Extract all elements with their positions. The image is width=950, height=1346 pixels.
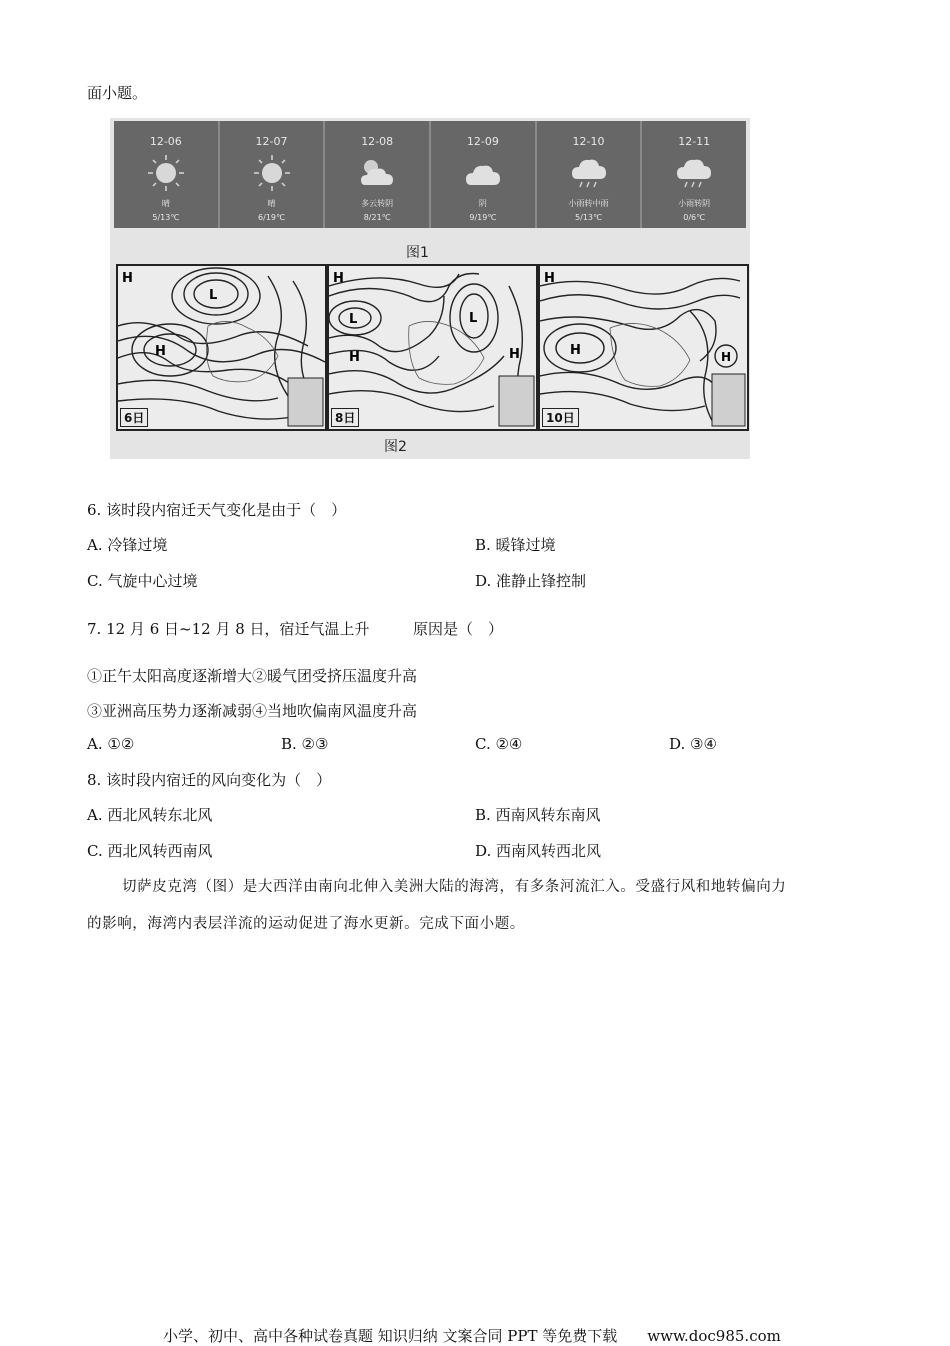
forecast-temp: 9/19℃: [469, 213, 497, 222]
forecast-condition: 阴: [478, 199, 487, 208]
pressure-map: [116, 264, 327, 431]
svg-text:H: H: [333, 271, 344, 286]
q8-option-d: D. 西南风转西北风: [475, 842, 602, 860]
pressure-map: [538, 264, 749, 431]
q8-option-c: C. 西北风转西南风: [87, 842, 213, 860]
svg-text:L: L: [349, 312, 358, 327]
forecast-temp: 5/13℃: [575, 213, 602, 222]
figure-weather-maps: [110, 118, 750, 459]
q6-option-a: A. 冷锋过境: [87, 536, 168, 554]
map-day-label: 6日: [120, 408, 148, 427]
figure1-caption: 图1: [406, 245, 429, 261]
svg-text:H: H: [509, 347, 520, 362]
svg-text:H: H: [122, 271, 133, 286]
map-day-label: 10日: [542, 408, 579, 427]
forecast-day: [220, 121, 326, 228]
q6-option-c: C. 气旋中心过境: [87, 572, 198, 590]
forecast-temp: 8/21℃: [363, 213, 391, 222]
passage-line-2: 的影响，海湾内表层洋流的运动促进了海水更新。完成下面小题。: [87, 916, 525, 932]
svg-text:H: H: [155, 344, 166, 359]
svg-text:H: H: [349, 350, 360, 365]
q6-option-d: D. 准静止锋控制: [475, 572, 587, 590]
page-footer: 小学、初中、高中各种试卷真题 知识归纳 文案合同 PPT 等免费下载 www.doc985.com: [163, 1327, 781, 1345]
q7-option-b: B. ②③: [281, 735, 329, 753]
sun-icon: [146, 153, 186, 197]
cloud-sun-icon: [357, 153, 397, 197]
q7-statements-2: ③亚洲高压势力逐渐减弱④当地吹偏南风温度升高: [87, 702, 418, 720]
isobar-drawing: [118, 266, 325, 429]
forecast-temp: 5/13℃: [152, 213, 180, 222]
svg-text:L: L: [469, 311, 478, 326]
forecast-condition: 多云转阴: [361, 199, 394, 208]
cloud-icon: [463, 153, 503, 197]
forecast-condition: 小雨转中雨: [568, 199, 609, 208]
question-7-stem-tail: 原因是（ ）: [413, 620, 504, 638]
svg-text:H: H: [721, 350, 732, 364]
q7-option-c: C. ②④: [475, 735, 523, 753]
forecast-day: [642, 121, 746, 228]
forecast-condition: 晴: [161, 199, 170, 208]
pressure-map: [327, 264, 538, 431]
q6-option-b: B. 暖锋过境: [475, 536, 556, 554]
forecast-condition: 小雨转阴: [678, 199, 711, 208]
forecast-day: [325, 121, 431, 228]
forecast-temp: 6/19℃: [258, 213, 285, 222]
rain-icon: [569, 153, 609, 197]
forecast-date: 12-09: [466, 135, 499, 148]
forecast-date: 12-07: [255, 135, 288, 148]
forecast-day: [431, 121, 537, 228]
passage-line-1: 切萨皮克湾（图）是大西洋由南向北伸入美洲大陆的海湾，有多条河流汇入。受盛行风和地转偏向力: [122, 879, 787, 895]
forecast-date: 12-11: [678, 135, 711, 148]
svg-text:H: H: [544, 271, 555, 286]
forecast-condition: 晴: [267, 199, 276, 208]
svg-text:L: L: [209, 288, 218, 303]
question-7-stem: 7. 12 月 6 日~12 月 8 日，宿迁气温上升: [87, 620, 370, 638]
rain-icon: [674, 153, 714, 197]
q8-option-a: A. 西北风转东北风: [87, 806, 213, 824]
svg-text:H: H: [570, 343, 581, 358]
forecast-date: 12-10: [572, 135, 605, 148]
question-8-stem: 8. 该时段内宿迁的风向变化为（ ）: [87, 771, 332, 789]
q7-statements-1: ①正午太阳高度逐渐增大②暖气团受挤压温度升高: [87, 667, 418, 685]
synoptic-maps: [114, 264, 746, 434]
map-day-label: 8日: [331, 408, 359, 427]
isobar-drawing: [540, 266, 747, 429]
q7-option-a: A. ①②: [87, 735, 135, 753]
forecast-day: [114, 121, 220, 228]
intro-tail-text: 面小题。: [87, 84, 148, 102]
forecast-temp: 0/6℃: [683, 213, 706, 222]
forecast-date: 12-06: [149, 135, 182, 148]
q7-option-d: D. ③④: [669, 735, 717, 753]
forecast-date: 12-08: [361, 135, 394, 148]
question-6-stem: 6. 该时段内宿迁天气变化是由于（ ）: [87, 501, 347, 519]
forecast-strip: [114, 121, 746, 228]
isobar-drawing: [329, 266, 536, 429]
figure2-caption: 图2: [384, 439, 407, 455]
sun-icon: [252, 153, 292, 197]
forecast-day: [537, 121, 643, 228]
q8-option-b: B. 西南风转东南风: [475, 806, 601, 824]
